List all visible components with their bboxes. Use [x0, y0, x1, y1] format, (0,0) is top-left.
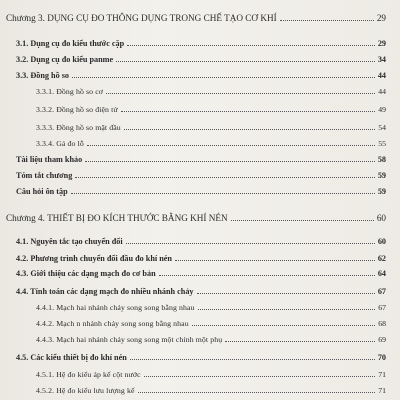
toc-subentry[interactable] [36, 88, 386, 96]
toc-entry-page: 68 [378, 319, 386, 328]
toc-entry-page: 59 [377, 171, 386, 180]
toc-subentry[interactable] [36, 320, 386, 328]
dot-leader [116, 61, 375, 62]
toc-entry[interactable] [16, 72, 386, 80]
toc-entry[interactable] [16, 255, 386, 263]
toc-entry-page: 29 [377, 39, 386, 48]
toc-entry-title: 3.1. Dụng cụ đo kiểu thước cặp [16, 39, 125, 48]
toc-subentry[interactable] [36, 304, 386, 312]
toc-entry-page: 44 [377, 71, 386, 80]
dot-leader [87, 145, 375, 146]
toc-entry-title: 4.4.3. Mạch hai nhánh chảy song song một chính một phụ [36, 335, 223, 344]
dot-leader [124, 129, 375, 130]
dot-leader [72, 77, 375, 78]
dot-leader [280, 20, 374, 21]
dot-leader [138, 392, 376, 393]
toc-entry-page: 60 [377, 237, 386, 246]
dot-leader [85, 161, 375, 162]
toc-entry-page: 64 [377, 269, 386, 278]
toc-entry-page: 29 [376, 13, 386, 23]
toc-entry-page: 69 [378, 335, 386, 344]
dot-leader [159, 275, 375, 276]
toc-entry-page: 59 [377, 187, 386, 196]
toc-entry-page: 44 [378, 87, 386, 96]
toc-entry[interactable] [16, 172, 386, 180]
dot-leader [197, 293, 375, 294]
toc-entry-title: Tài liệu tham khảo [16, 155, 83, 164]
toc-entry-title: 3.3. Đồng hồ so [16, 71, 70, 80]
toc-entry-page: 60 [376, 213, 386, 223]
toc-entry-title: Chương 4. THIẾT BỊ ĐO KÍCH THƯỚC BẰNG KHÍ NÉN [6, 213, 228, 223]
toc-entry-title: 4.4.2. Mạch n nhánh chảy song song bằng nhau [36, 319, 189, 328]
toc-entry[interactable] [16, 56, 386, 64]
toc-entry-page: 49 [378, 105, 386, 114]
toc-entry-page: 55 [378, 139, 386, 148]
toc-entry-title: 4.5.2. Hệ đo kiểu lưu lượng kế [36, 386, 135, 395]
toc-subentry[interactable] [36, 124, 386, 132]
toc-entry-title: 4.5.1. Hệ đo kiểu áp kế cột nước [36, 370, 141, 379]
dot-leader [121, 111, 376, 112]
toc-entry[interactable] [16, 238, 386, 246]
toc-subentry[interactable] [36, 387, 386, 395]
dot-leader [130, 359, 375, 360]
toc-entry-title: Tóm tắt chương [16, 171, 73, 180]
toc-entry[interactable] [16, 188, 386, 196]
dot-leader [71, 193, 375, 194]
toc-entry-page: 67 [378, 303, 386, 312]
dot-leader [144, 376, 376, 377]
toc-subentry[interactable] [36, 371, 386, 379]
toc-entry-title: 4.3. Giới thiệu các dạng mạch đo cơ bản [16, 269, 156, 278]
toc-entry-title: 3.3.2. Đồng hồ so điện tử [36, 105, 118, 114]
toc-entry[interactable] [16, 270, 386, 278]
toc-subentry[interactable] [36, 140, 386, 148]
dot-leader [75, 177, 375, 178]
dot-leader [175, 260, 375, 261]
toc-entry-page: 70 [377, 353, 386, 362]
toc-entry-title: 4.1. Nguyên tắc tạo chuyển đổi [16, 237, 123, 246]
toc-entry-title: 3.2. Dụng cụ đo kiểu panme [16, 55, 114, 64]
toc-entry-title: Chương 3. DỤNG CỤ ĐO THÔNG DỤNG TRONG CHẾ TẠO CƠ KHÍ [6, 13, 277, 23]
toc-entry-page: 67 [377, 287, 386, 296]
toc-entry[interactable] [16, 40, 386, 48]
toc-entry[interactable] [16, 354, 386, 362]
dot-leader [192, 325, 375, 326]
toc-entry-page: 58 [377, 155, 386, 164]
dot-leader [231, 220, 374, 221]
toc-entry-page: 71 [378, 370, 386, 379]
dot-leader [225, 341, 375, 342]
toc-entry-page: 62 [377, 254, 386, 263]
dot-leader [126, 243, 375, 244]
toc-entry-title: 4.4. Tính toán các dạng mạch đo nhiều nhánh chảy [16, 287, 194, 296]
toc-entry-title: 3.3.4. Gá đo lỗ [36, 139, 84, 148]
toc-entry-title: 4.2. Phương trình chuyển đổi đầu đo khí nén [16, 254, 172, 263]
toc-entry-title: 4.5. Các kiểu thiết bị đo khí nén [16, 353, 127, 362]
toc-entry-page: 54 [378, 123, 386, 132]
dot-leader [106, 93, 375, 94]
toc-entry-title: 4.4.1. Mạch hai nhánh chảy song song bằng nhau [36, 303, 195, 312]
toc-subentry[interactable] [36, 106, 386, 114]
toc-chapter-3[interactable] [6, 14, 386, 23]
dot-leader [198, 309, 376, 310]
toc-entry-page: 34 [377, 55, 386, 64]
toc-entry-title: Câu hỏi ôn tập [16, 187, 68, 196]
toc-entry-page: 71 [378, 386, 386, 395]
toc-entry[interactable] [16, 156, 386, 164]
toc-entry-title: 3.3.1. Đồng hồ so cơ [36, 87, 103, 96]
toc-chapter-4[interactable] [6, 214, 386, 223]
toc-entry[interactable] [16, 288, 386, 296]
toc-subentry[interactable] [36, 336, 386, 344]
dot-leader [127, 45, 375, 46]
toc-entry-title: 3.3.3. Đồng hồ so mặt đầu [36, 123, 121, 132]
